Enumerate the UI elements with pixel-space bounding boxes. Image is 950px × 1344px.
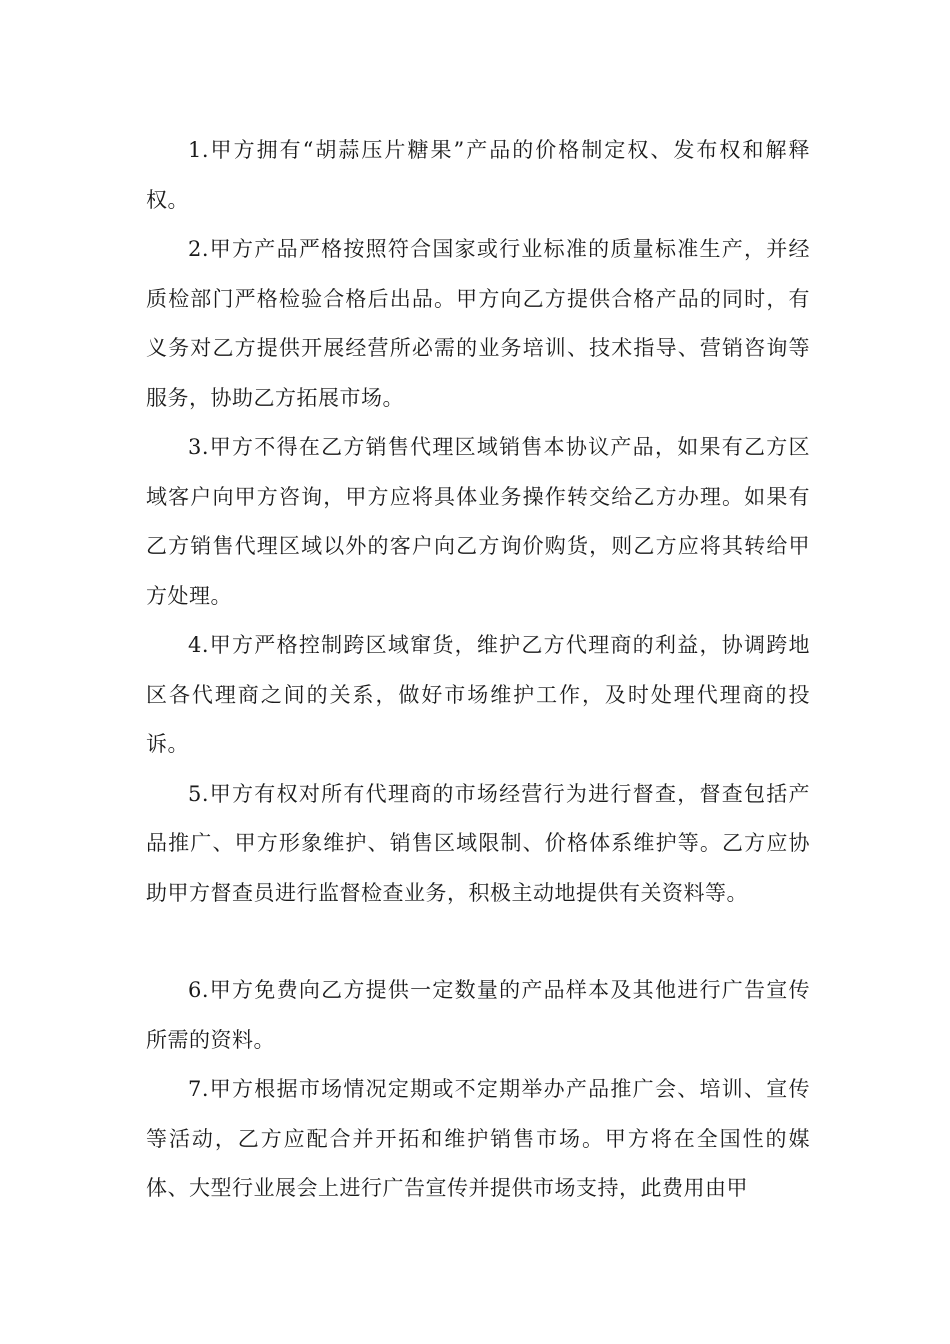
clause-2: 2.甲方产品严格按照符合国家或行业标准的质量标准生产，并经质检部门严格检验合格后出品。甲方向乙方提供合格产品的同时，有义务对乙方提供开展经营所必需的业务培训、技术指导、营销咨询等服务，协助乙方拓展市场。 bbox=[146, 237, 810, 410]
clause-6: 6.甲方免费向乙方提供一定数量的产品样本及其他进行广告宣传所需的资料。 bbox=[146, 978, 810, 1052]
clause-7: 7.甲方根据市场情况定期或不定期举办产品推广会、培训、宣传等活动，乙方应配合并开拓和维护销售市场。甲方将在全国性的媒体、大型行业展会上进行广告宣传并提供市场支持，此费用由甲 bbox=[146, 1077, 810, 1200]
document-body bbox=[146, 126, 810, 1214]
clause-5: 5.甲方有权对所有代理商的市场经营行为进行督查，督查包括产品推广、甲方形象维护、销售区域限制、价格体系维护等。乙方应协助甲方督查员进行监督检查业务，积极主动地提供有关资料等。 bbox=[146, 781, 810, 905]
clause-1: 1.甲方拥有“胡蒜压片糖果”产品的价格制定权、发布权和解释权。 bbox=[146, 138, 810, 212]
clause-4: 4.甲方严格控制跨区域窜货，维护乙方代理商的利益，协调跨地区各代理商之间的关系，做好市场维护工作，及时处理代理商的投诉。 bbox=[146, 633, 810, 756]
paragraph-gap bbox=[146, 918, 810, 966]
clause-3: 3.甲方不得在乙方销售代理区域销售本协议产品，如果有乙方区域客户向甲方咨询，甲方应将具体业务操作转交给乙方办理。如果有乙方销售代理区域以外的客户向乙方询价购货，则乙方应将其转给甲方处理。 bbox=[146, 435, 810, 608]
